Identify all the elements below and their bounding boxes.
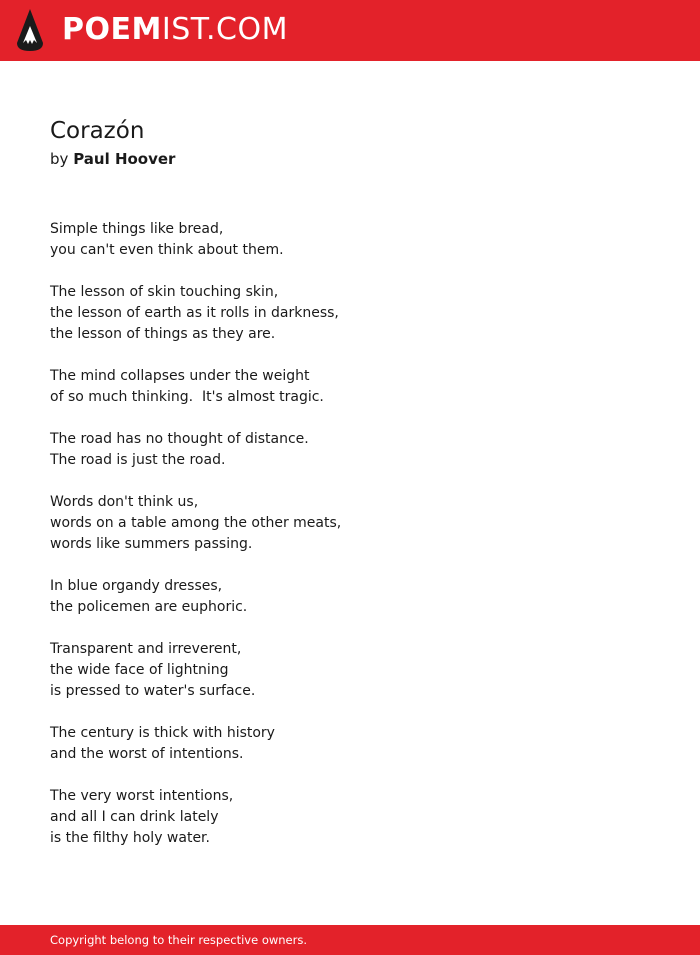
poem-line: and all I can drink lately [50,809,219,825]
poem-line: The mind collapses under the weight [50,368,310,384]
stanza [50,576,650,618]
poem-line: Simple things like bread, [50,221,224,237]
stanza [50,723,650,765]
poem-line: the lesson of things as they are. [50,326,276,342]
stanza [50,639,650,702]
by-label: by [50,150,69,168]
poem-line: is the filthy holy water. [50,830,210,846]
poem-line: The very worst intentions, [50,788,234,804]
poem-line: the policemen are euphoric. [50,599,248,615]
pencil-tip-icon [17,9,43,51]
poem-line: The road is just the road. [50,452,226,468]
site-logo[interactable] [62,12,288,48]
poem-line: is pressed to water's surface. [50,683,256,699]
poem-line: The century is thick with history [50,725,275,741]
poem-line: and the worst of intentions. [50,746,244,762]
stanza [50,219,650,261]
poem-line: Words don't think us, [50,494,199,510]
poem-line: Transparent and irreverent, [50,641,242,657]
stanza [50,786,650,849]
stanza [50,282,650,345]
stanza [50,429,650,471]
copyright-text: Copyright belong to their respective owners. [50,933,308,947]
poem-line: of so much thinking. It's almost tragic. [50,389,324,405]
poem-title: Corazón [50,118,145,144]
poem-line: In blue organdy dresses, [50,578,223,594]
logo-bold-text: POEM [62,12,162,47]
poem-line: the lesson of earth as it rolls in darkness, [50,305,339,321]
poem-body [50,219,650,870]
poem-line: words like summers passing. [50,536,253,552]
site-header [0,0,700,61]
stanza [50,492,650,555]
poem-line: The lesson of skin touching skin, [50,284,279,300]
stanza [50,366,650,408]
poem-line: The road has no thought of distance. [50,431,309,447]
logo-light-text: IST.COM [161,12,288,47]
site-footer [0,925,700,955]
poem-line: the wide face of lightning [50,662,229,678]
author-name: Paul Hoover [73,150,176,168]
poem-line: you can't even think about them. [50,242,284,258]
byline [50,149,175,169]
poem-line: words on a table among the other meats, [50,515,342,531]
